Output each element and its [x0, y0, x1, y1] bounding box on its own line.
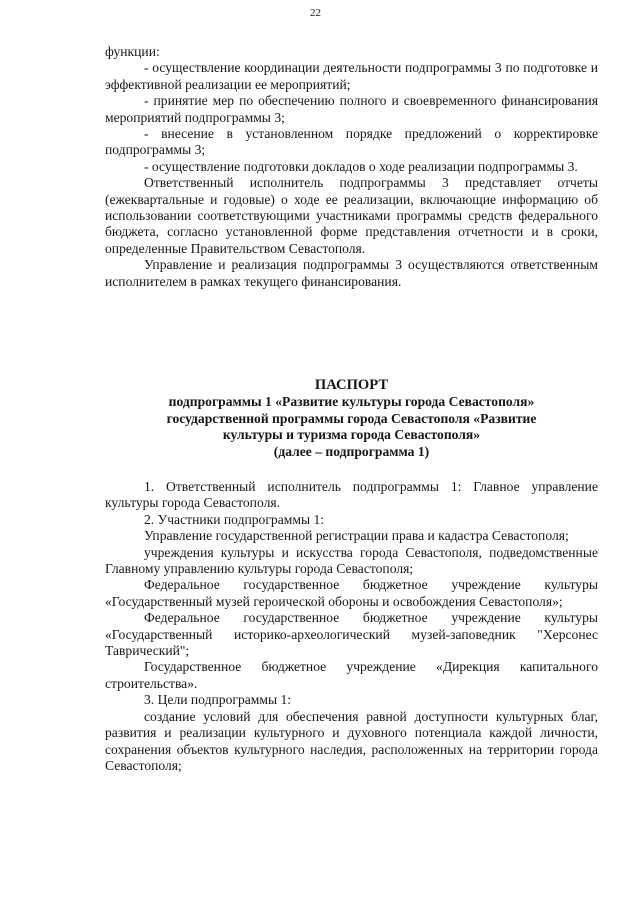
paragraph-participants-heading: 2. Участники подпрограммы 1:: [144, 511, 325, 527]
paragraph-goal-cultural-access: создание условий для обеспечения равной доступности культурных благ, развития и реализации культурного и духовного потенциала каждой личности, сохранения объектов культурного наследия, расположенных на территории города Севастополя;: [105, 708, 598, 773]
responsible-executor-functions-section: [105, 44, 598, 290]
paragraph-reporting-obligation: Ответственный исполнитель подпрограммы 3 представляет отчеты (ежеквартальные и годовые) о ходе ее реализации, включающие информацию об использовании соответствующими участниками программы средств федерального бюджета, согласно установленной форме представления отчетности и в сроки, определенные Правительством Севастополя.: [105, 175, 598, 256]
paragraph-financing: - принятие мер по обеспечению полного и своевременного финансирования мероприятий подпрограммы 3;: [105, 93, 598, 125]
paragraph-participant-culture-institutions: учреждения культуры и искусства города Севастополя, подведомственные Главному управлению культуры города Севастополя;: [105, 544, 598, 577]
passport-subtitle-line-2: государственной программы города Севастополя «Развитие: [166, 410, 537, 426]
passport-subtitle-line-1: подпрограммы 1 «Развитие культуры города Севастополя»: [168, 394, 535, 409]
paragraph-participant-chersonesus-museum: Федеральное государственное бюджетное учреждение культуры «Государственный историко-археологический музей-заповедник "Херсонес Таврический";: [105, 610, 598, 659]
paragraph-responsible-executor: 1. Ответственный исполнитель подпрограммы 1: Главное управление культуры города Севастополя.: [105, 479, 598, 511]
page-number: 22: [310, 7, 321, 19]
paragraph-goals-heading: 3. Цели подпрограммы 1:: [144, 692, 292, 708]
paragraph-functions-intro: функции:: [105, 44, 160, 59]
paragraph-participant-registration: Управление государственной регистрации права и кадастра Севастополя;: [144, 528, 569, 544]
paragraph-participant-defense-museum: Федеральное государственное бюджетное учреждение культуры «Государственный музей героической обороны и освобождения Севастополя»;: [105, 577, 598, 609]
passport-heading: ПАСПОРТ: [314, 377, 389, 393]
paragraph-management: Управление и реализация подпрограммы 3 осуществляются ответственным исполнителем в рамках текущего финансирования.: [105, 257, 598, 289]
paragraph-participant-construction-directorate: Государственное бюджетное учреждение «Дирекция капитального строительства».: [105, 659, 598, 691]
paragraph-reports: - осуществление подготовки докладов о ходе реализации подпрограммы 3.: [144, 158, 578, 174]
passport-subtitle-line-3: культуры и туризма города Севастополя»: [222, 427, 481, 443]
paragraph-corrections: - внесение в установленном порядке предложений о корректировке подпрограммы 3;: [105, 126, 598, 158]
passport-body-section: [105, 479, 598, 774]
passport-title-block: [105, 376, 598, 460]
paragraph-coordination: - осуществление координации деятельности подпрограммы 3 по подготовке и эффективной реализации ее мероприятий;: [105, 60, 598, 92]
passport-subtitle-line-4: (далее – подпрограмма 1): [273, 443, 430, 459]
